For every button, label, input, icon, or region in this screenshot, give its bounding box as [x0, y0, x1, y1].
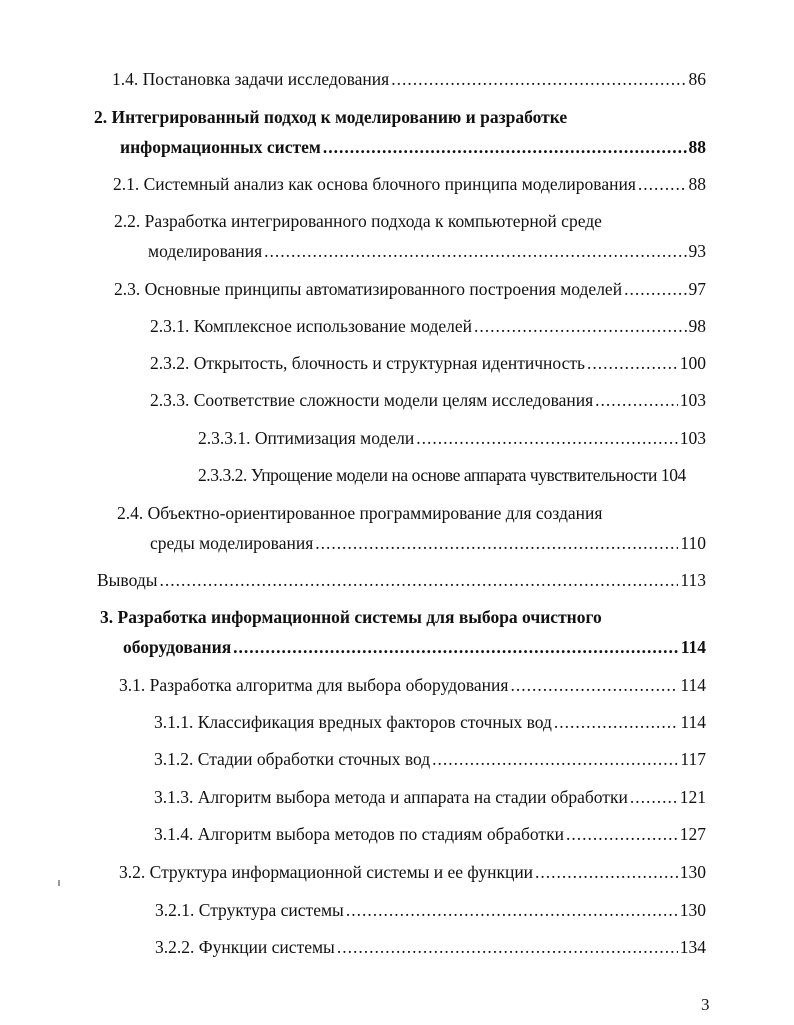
leader-dots — [264, 240, 686, 262]
leader-dots — [315, 532, 678, 554]
toc-entry-title: 3.1.4. Алгоритм выбора методов по стадиям обработки — [154, 824, 564, 844]
toc-entry — [150, 352, 706, 374]
toc-entry-page: 86 — [688, 69, 706, 89]
leader-dots — [535, 861, 678, 883]
leader-dots — [337, 936, 678, 958]
scan-speck — [58, 880, 60, 886]
toc-entry-title: 3.2.1. Структура системы — [155, 900, 344, 920]
toc-entry-title: 2.4. Объектно-ориентированное программирование для создания — [117, 503, 603, 523]
leader-dots — [630, 786, 678, 808]
leader-dots — [587, 352, 678, 374]
toc-entry-page: 127 — [679, 824, 706, 844]
toc-entry — [154, 786, 706, 808]
toc-entry-title: 3.2. Структура информационной системы и ее функции — [119, 862, 534, 882]
leader-dots — [554, 711, 678, 733]
toc-entry — [150, 389, 706, 411]
leader-dots — [595, 389, 678, 411]
toc-entry-title: среды моделирования — [150, 533, 314, 553]
toc-entry-page: 130 — [679, 862, 706, 882]
toc-entry-title: 2.1. Системный анализ как основа блочного принципа моделирования — [113, 174, 636, 194]
leader-dots — [624, 278, 686, 300]
leader-dots — [323, 136, 687, 158]
toc-entry-page: 104 — [660, 465, 686, 485]
toc-entry-page: 121 — [679, 787, 706, 807]
toc-entry-title: 2.3.3.2. Упрощение модели на основе аппарата чувствительности — [198, 465, 657, 485]
toc-entry — [155, 936, 706, 958]
toc-entry — [112, 68, 706, 90]
leader-dots — [566, 823, 678, 845]
toc-entry-page: 93 — [688, 241, 706, 261]
toc-entry-page: 103 — [679, 428, 706, 448]
toc-entry-title: 1.4. Постановка задачи исследования — [112, 69, 390, 89]
toc-entry-page: 114 — [680, 637, 706, 657]
toc-entry — [154, 823, 706, 845]
toc-entry-title: 3.2.2. Функции системы — [155, 937, 335, 957]
toc-entry-title: 3.1. Разработка алгоритма для выбора оборудования — [119, 675, 509, 695]
leader-dots — [346, 899, 678, 921]
leader-dots — [416, 427, 677, 449]
toc-entry-page: 88 — [688, 174, 706, 194]
toc-entry — [150, 532, 706, 554]
toc-entry-title: 2.3.3. Соответствие сложности модели целям исследования — [150, 390, 594, 410]
toc-entry — [97, 569, 706, 591]
toc-entry-title: 3.1.1. Классификация вредных факторов сточных вод — [154, 712, 552, 732]
toc-chapter-title: 3. Разработка информационной системы для выбора очистного — [100, 607, 602, 627]
toc-entry — [119, 861, 706, 883]
toc-entry — [154, 748, 706, 770]
toc-entry-title: 3.1.3. Алгоритм выбора метода и аппарата на стадии обработки — [154, 787, 628, 807]
leader-dots — [638, 173, 687, 195]
leader-dots — [233, 636, 679, 658]
leader-dots — [432, 748, 678, 770]
toc-entry — [148, 240, 706, 262]
toc-entry-title: информационных систем — [120, 137, 321, 157]
toc-entry-page: 100 — [679, 353, 706, 373]
toc-entry-title: 2.3.3.1. Оптимизация модели — [198, 428, 415, 448]
toc-entry — [123, 636, 706, 658]
leader-dots — [510, 674, 678, 696]
toc-entry-page: 113 — [680, 570, 706, 590]
toc-entry-page: 88 — [688, 137, 706, 157]
toc-entry-title: оборудования — [123, 637, 232, 657]
toc-entry — [154, 711, 706, 733]
toc-entry-page: 130 — [679, 900, 706, 920]
toc-entry — [198, 427, 706, 449]
toc-entry-page: 110 — [680, 533, 706, 553]
toc-entry — [120, 136, 706, 158]
toc-entry-page: 97 — [688, 279, 706, 299]
toc-entry-title: 2.3. Основные принципы автоматизированного построения моделей — [114, 279, 623, 299]
leader-dots — [391, 68, 686, 90]
toc-entry-page: 103 — [679, 390, 706, 410]
toc-entry — [150, 315, 706, 337]
toc-entry-page: 98 — [688, 316, 706, 336]
toc-entry-title: моделирования — [148, 241, 263, 261]
toc-entry-title: 3.1.2. Стадии обработки сточных вод — [154, 749, 431, 769]
toc-entry-page: 114 — [680, 675, 706, 695]
page-number: 3 — [701, 995, 710, 1014]
leader-dots — [474, 315, 686, 337]
toc-entry-page: 117 — [680, 749, 706, 769]
toc-entry-title: 2.3.2. Открытость, блочность и структурная идентичность — [150, 353, 585, 373]
toc-entry — [113, 173, 706, 195]
toc-entry-page: 114 — [680, 712, 706, 732]
toc-entry-title: 2.3.1. Комплексное использование моделей — [150, 316, 473, 336]
toc-entry-title: Выводы — [97, 570, 158, 590]
toc-entry-page: 134 — [679, 937, 706, 957]
toc-entry-title: 2.2. Разработка интегрированного подхода к компьютерной среде — [114, 211, 602, 231]
toc-entry — [114, 278, 706, 300]
toc-chapter-title: 2. Интегрированный подход к моделированию и разработке — [94, 107, 568, 127]
toc-entry — [119, 674, 706, 696]
toc-entry — [198, 464, 706, 486]
toc-entry — [155, 899, 706, 921]
leader-dots — [159, 569, 678, 591]
